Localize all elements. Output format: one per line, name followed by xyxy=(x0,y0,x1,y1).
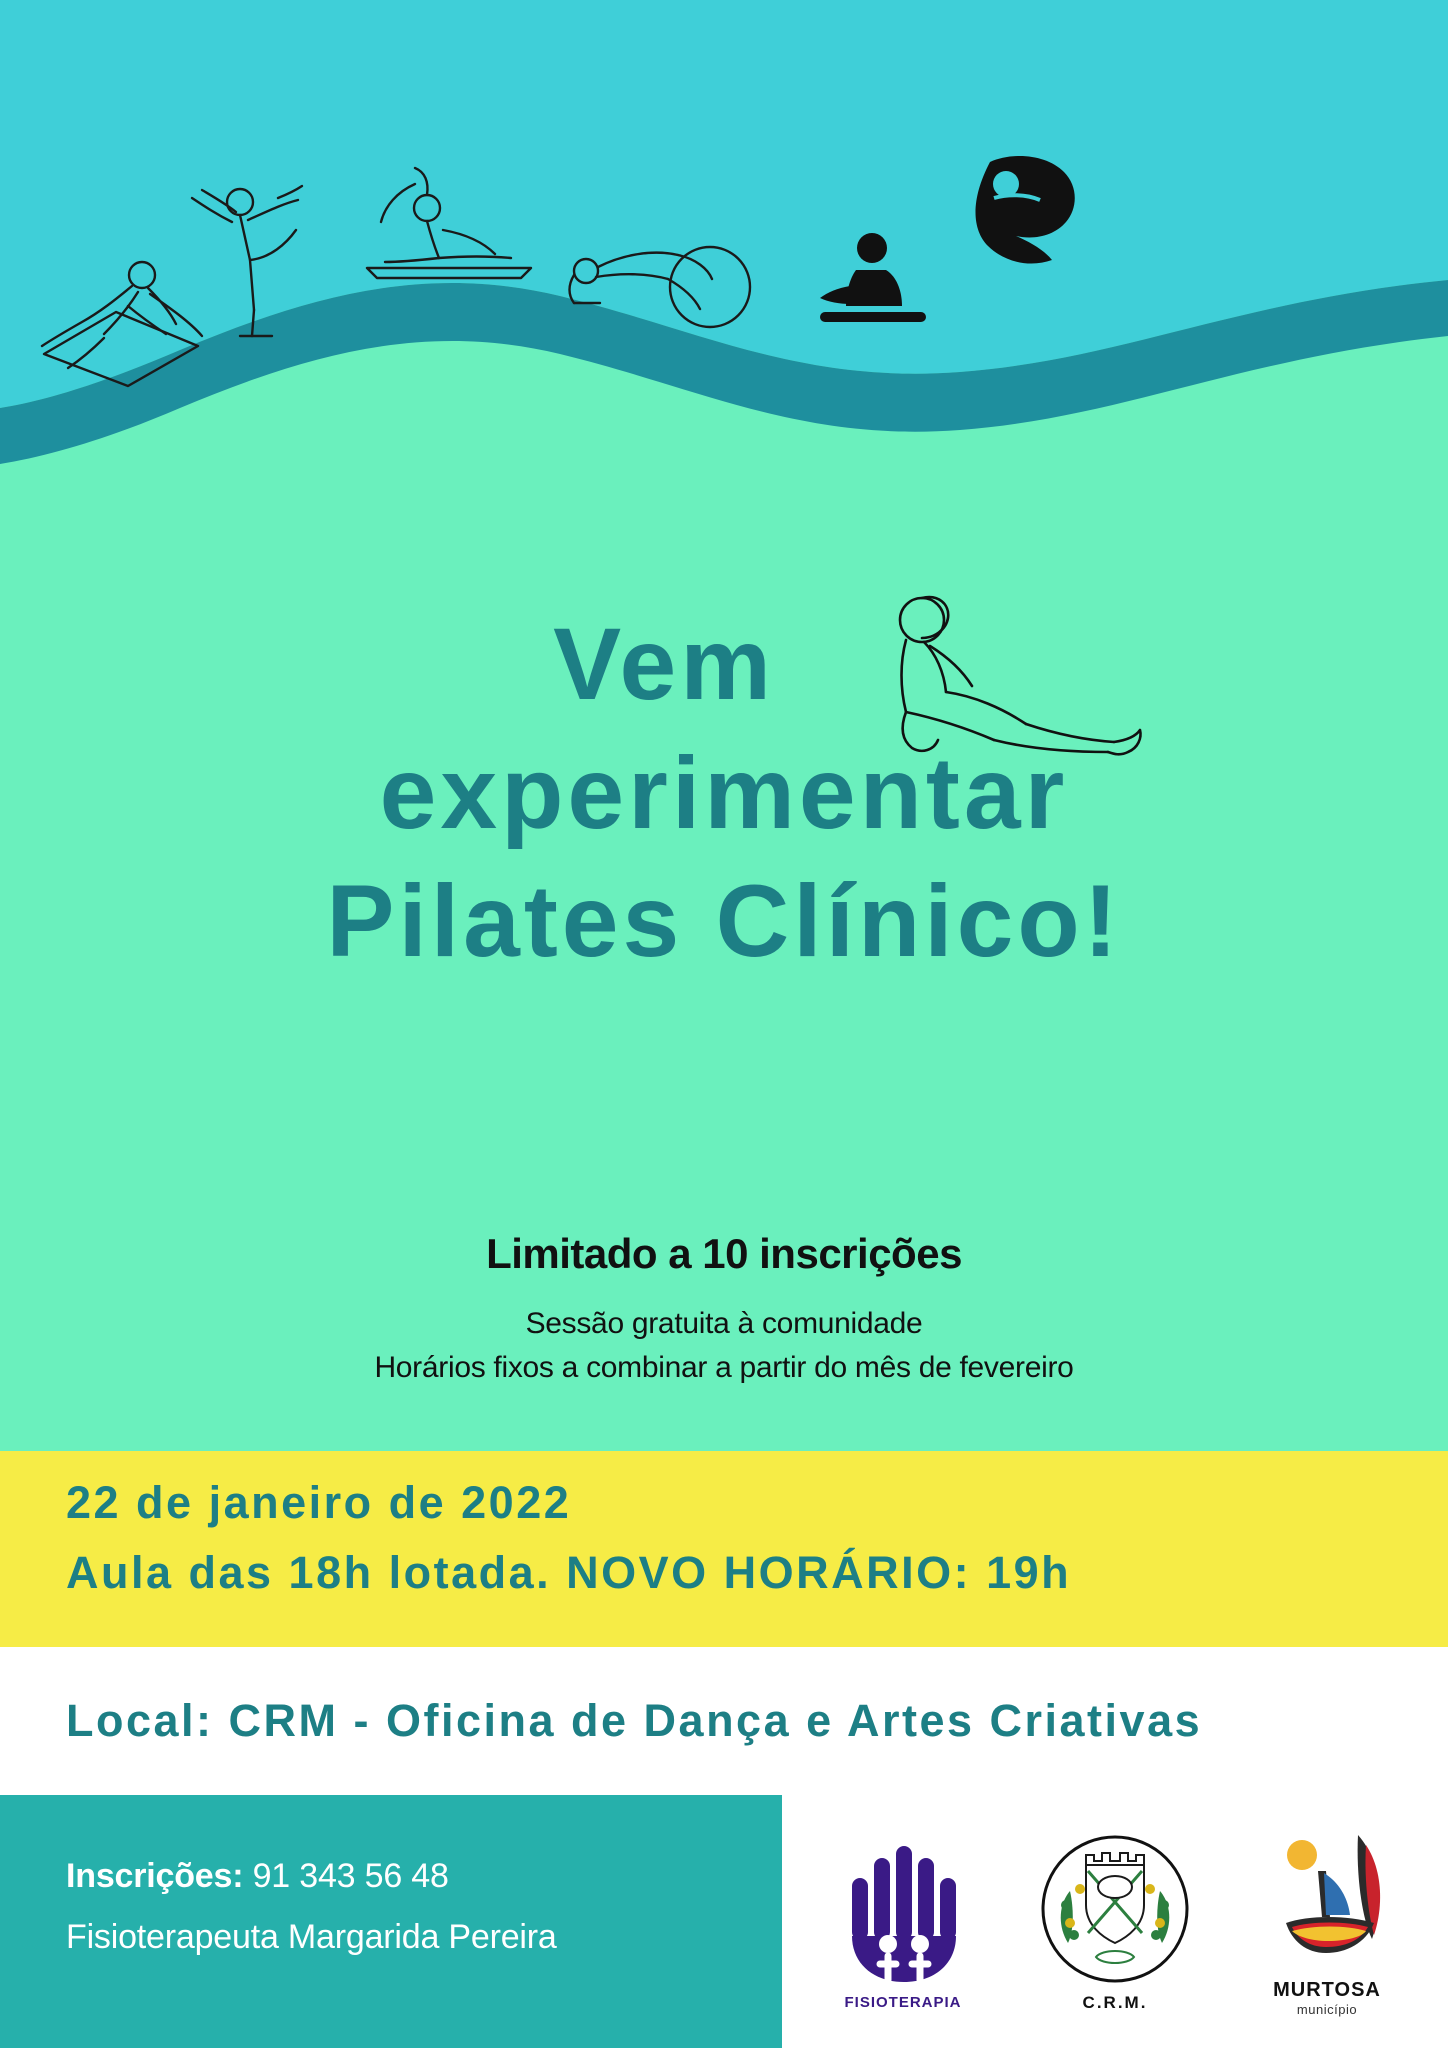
crm-crest-icon xyxy=(1040,1831,1190,1991)
logo-murtosa xyxy=(1262,1827,1392,2017)
contact-block xyxy=(0,1795,782,2048)
figure-cobra-pose-icon xyxy=(870,588,1160,778)
sub-block xyxy=(0,1230,1448,1389)
fisioterapia-caption: FISIOTERAPIA xyxy=(844,1994,962,2011)
location-text: Local: CRM - Oficina de Dança e Artes Criativas xyxy=(66,1695,1203,1746)
headline xyxy=(0,600,1448,986)
event-date: 22 de janeiro de 2022 xyxy=(66,1477,572,1528)
headline-line-1: Vem xyxy=(553,607,775,721)
signup-phone: 91 343 56 48 xyxy=(252,1857,449,1895)
contact-name: Fisioterapeuta Margarida Pereira xyxy=(66,1918,557,1956)
crm-caption: C.R.M. xyxy=(1082,1992,1148,2012)
detail-line-2: Horários fixos a combinar a partir do mês de fevereiro xyxy=(374,1350,1074,1384)
logo-crm xyxy=(1040,1831,1190,2013)
location-band xyxy=(0,1647,1448,1795)
signup-label: Inscrições: xyxy=(66,1857,244,1895)
date-band xyxy=(0,1451,1448,1647)
murtosa-boat-icon xyxy=(1262,1827,1392,1977)
event-schedule: Aula das 18h lotada. NOVO HORÁRIO: 19h xyxy=(66,1547,1072,1598)
logo-fisioterapia xyxy=(838,1832,968,2011)
detail-line-1: Sessão gratuita à comunidade xyxy=(525,1307,923,1340)
limit-subtitle: Limitado a 10 inscrições xyxy=(486,1230,962,1277)
murtosa-subcaption: município xyxy=(1296,2001,1358,2017)
footer-logos xyxy=(782,1795,1448,2048)
murtosa-caption: MURTOSA xyxy=(1273,1978,1381,2001)
fisioterapia-hand-icon xyxy=(838,1832,968,1992)
top-wave-band xyxy=(0,0,1448,520)
headline-line-2: experimentar xyxy=(379,735,1069,850)
headline-line-3: Pilates Clínico! xyxy=(326,864,1122,979)
signup-line xyxy=(66,1857,782,1896)
footer xyxy=(0,1795,1448,2048)
